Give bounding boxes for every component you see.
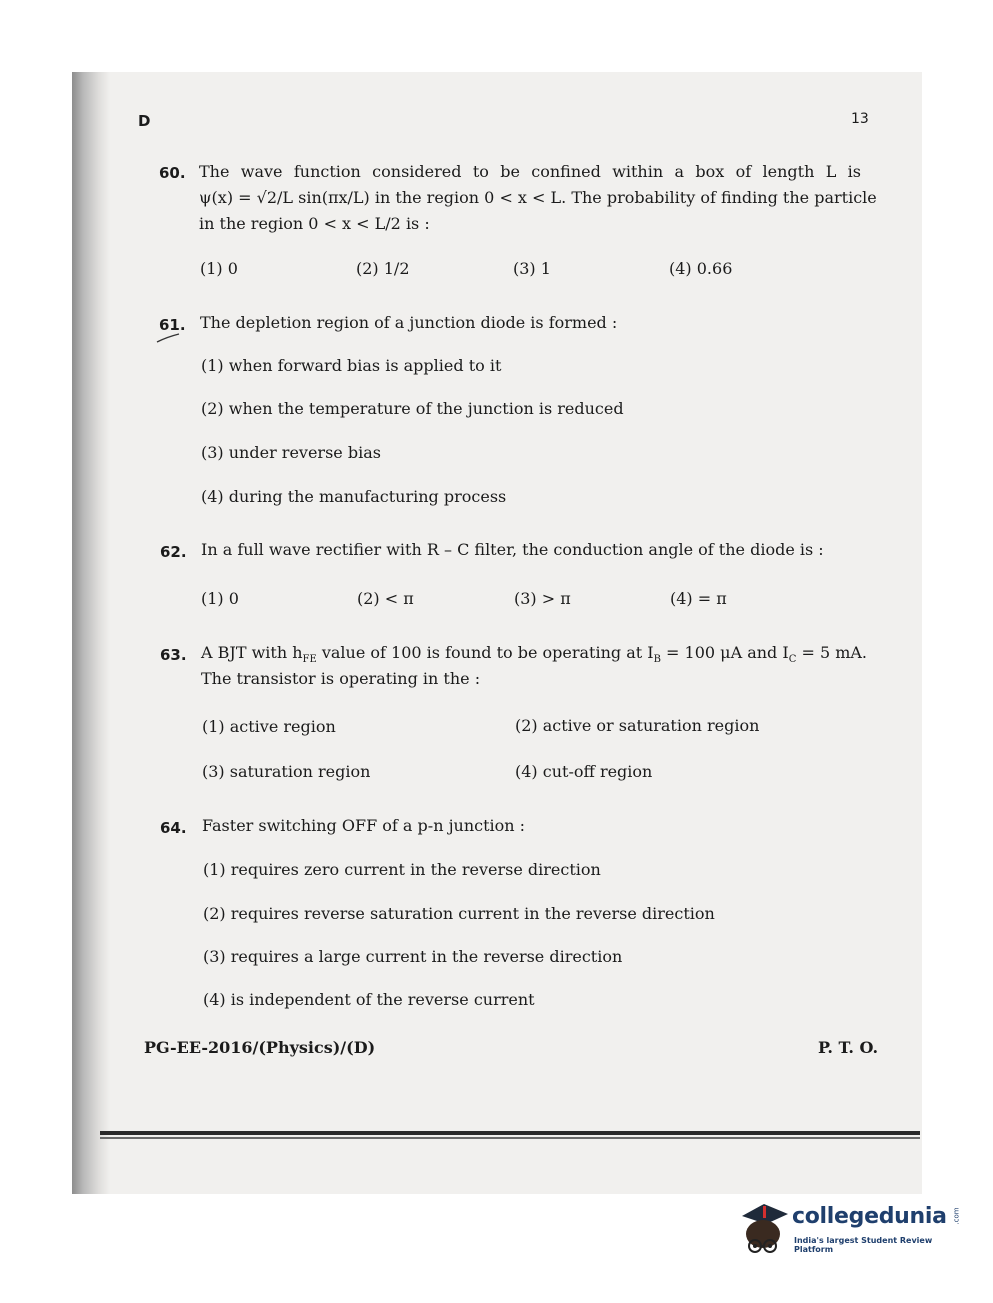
answer-option: (4) during the manufacturing process (201, 487, 507, 506)
answer-option: (2) active or saturation region (515, 716, 760, 735)
question-number: 63. (160, 646, 187, 664)
text-run: A BJT with h (201, 643, 303, 662)
answer-option: (4) is independent of the reverse current (203, 990, 535, 1009)
brand-tagline: India's largest Student Review Platform (794, 1236, 933, 1254)
text-run: = 5 mA. (796, 643, 868, 662)
brand-name: collegedunia (792, 1204, 947, 1229)
answer-option: (2) when the temperature of the junction is reduced (201, 399, 624, 418)
booklet-code: D (138, 112, 151, 130)
scan-binding-shadow (72, 72, 110, 1194)
answer-option: (3) saturation region (202, 762, 371, 781)
scan-bottom-edge (100, 1131, 920, 1135)
subscript-b: B (653, 654, 661, 666)
collegedunia-logo (736, 1198, 966, 1268)
answer-option: (1) requires zero current in the reverse direction (203, 860, 601, 879)
subscript-fe: FE (302, 654, 317, 666)
question-number: 64. (160, 819, 187, 837)
answer-option: (2) < π (357, 589, 414, 608)
answer-option: (3) under reverse bias (201, 443, 381, 462)
text-run: value of 100 is found to be operating at I (316, 643, 654, 662)
please-turn-over: P. T. O. (818, 1038, 879, 1057)
question-text-continuation: in the region 0 < x < L. The probability of finding the particle (374, 188, 877, 207)
pencil-mark (155, 331, 183, 345)
question-number: 60. (159, 164, 186, 182)
answer-option: (1) when forward bias is applied to it (201, 356, 502, 375)
answer-option: (1) 0 (201, 589, 239, 608)
question-text-line: in the region 0 < x < L/2 is : (199, 214, 430, 233)
question-text-line (199, 188, 877, 207)
question-text-line: Faster switching OFF of a p-n junction : (202, 816, 526, 835)
answer-option: (2) 1/2 (356, 259, 410, 278)
question-text-line: The depletion region of a junction diode is formed : (200, 313, 618, 332)
brand-suffix: .com (952, 1207, 961, 1225)
question-number: 61. (159, 316, 186, 334)
subscript-c: C (788, 654, 797, 666)
question-text-line: In a full wave rectifier with R – C filter, the conduction angle of the diode is : (201, 540, 824, 559)
scan-bottom-edge-inner (100, 1137, 920, 1139)
paper-code: PG-EE-2016/(Physics)/(D) (144, 1038, 376, 1057)
answer-option: (3) requires a large current in the reverse direction (203, 947, 623, 966)
answer-option: (4) = π (670, 589, 727, 608)
question-text-line: The transistor is operating in the : (201, 669, 481, 688)
question-text-line: The wave function considered to be confined within a box of length L is (199, 162, 861, 181)
question-text-line (201, 643, 867, 665)
scanned-page (72, 72, 922, 1194)
answer-option: (1) 0 (200, 259, 238, 278)
answer-option: (3) 1 (513, 259, 551, 278)
answer-option: (4) cut-off region (515, 762, 653, 781)
answer-option: (2) requires reverse saturation current in the reverse direction (203, 904, 715, 923)
page-number: 13 (851, 111, 869, 127)
answer-option: (4) 0.66 (669, 259, 733, 278)
question-number: 62. (160, 543, 187, 561)
wave-function-formula: ψ(x) = √2/L sin(πx/L) (199, 188, 370, 207)
mascot-icon (736, 1198, 792, 1258)
answer-option: (1) active region (202, 717, 336, 736)
text-run: = 100 μA and I (660, 643, 789, 662)
answer-option: (3) > π (514, 589, 571, 608)
